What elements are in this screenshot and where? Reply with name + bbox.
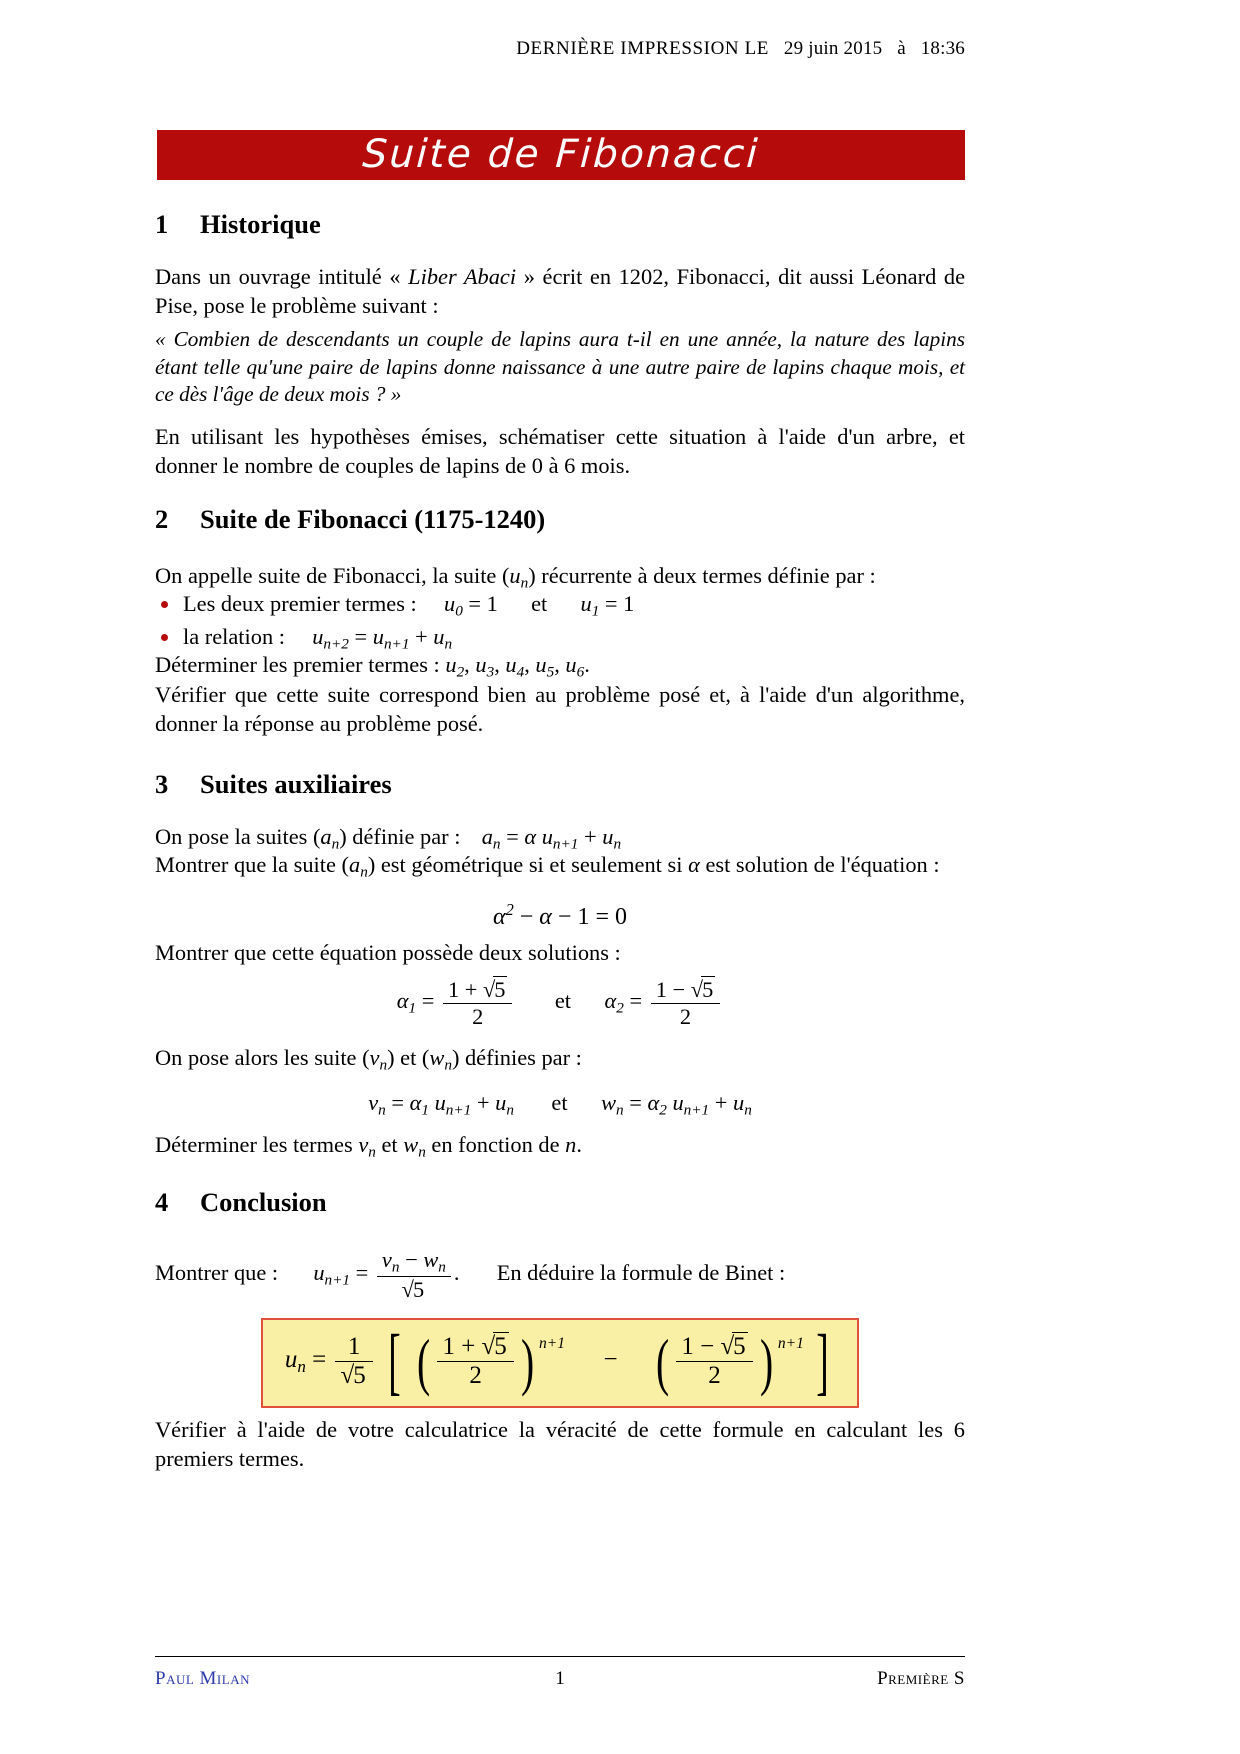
document-title: Suite de Fibonacci xyxy=(361,132,761,177)
s3-p2-part-a: Montrer que la suite ( xyxy=(155,852,349,877)
list-item xyxy=(155,589,965,622)
section-3-title: Suites auxiliaires xyxy=(200,769,392,799)
book-title: Liber Abaci xyxy=(408,264,517,289)
section-2-number: 2 xyxy=(155,504,169,534)
section-3-paragraph-4 xyxy=(155,1043,965,1075)
s4-p2: Vérifier à l'aide de votre calculatrice la véracité de cette formule en calculant les 6 premiers termes. xyxy=(155,1417,965,1472)
term-v-n: $v_n$ xyxy=(358,1132,376,1161)
fibonacci-rabbit-problem-quote: « Combien de descendants un couple de lapins aura t-il en une année, la nature des lapins étant telle qu'une paire de lapins donne naissance à une autre paire de lapins chaque mois, et ce dès l'âge de deux mois ? » xyxy=(155,327,965,407)
section-1-paragraph-1 xyxy=(155,262,965,320)
s3-roots-et: et xyxy=(554,988,572,1014)
section-3-paragraph-2 xyxy=(155,850,965,882)
equation-u1: $u_1 = 1$ xyxy=(580,591,635,620)
footer-author: Paul Milan xyxy=(155,1668,250,1689)
s2-p1-part-b: ) récurrente à deux termes définie par : xyxy=(528,563,876,588)
equation-alpha-2: $\alpha_2$ = $\frac{1 - √5}{2}$ xyxy=(605,988,724,1013)
footer-page-number: 1 xyxy=(555,1668,565,1689)
section-1-quote xyxy=(155,326,965,409)
s3-p1-part-b: ) définie par : xyxy=(339,824,461,849)
s2-bullet-1-et: et xyxy=(531,591,548,616)
section-3-equation-quadratic xyxy=(155,900,965,931)
section-4 xyxy=(155,1188,965,1217)
equation-v-n: $v_n = \alpha_1$ $u_{n+1} + u_n$ xyxy=(368,1090,514,1119)
equation-u0: $u_0 = 1$ xyxy=(444,591,498,620)
s1-p1-part-a: Dans un ouvrage intitulé « xyxy=(155,264,401,289)
s2-p2-label: Déterminer les premier termes : xyxy=(155,652,440,677)
section-3 xyxy=(155,770,965,799)
s1-p1-part-b: » écrit en 1202, Fibonacci, dit aussi Léonard de Pise, pose le problème suivant : xyxy=(155,264,966,319)
s3-p1-part-a: On pose la suites ( xyxy=(155,824,321,849)
s1-p3: En utilisant les hypothèses émises, schématiser cette situation à l'aide d'un arbre, et donner le nombre de couples de lapins de 0 à 6 mois. xyxy=(155,424,965,479)
running-head-date: 29 juin 2015 xyxy=(783,38,883,59)
section-4-number: 4 xyxy=(155,1187,169,1217)
sequence-v-n: $v_n$ xyxy=(369,1045,388,1074)
running-head-label: DERNIÈRE IMPRESSION LE xyxy=(516,38,770,59)
section-1 xyxy=(155,210,965,239)
footer-class: Première S xyxy=(877,1668,965,1689)
section-2-title: Suite de Fibonacci (1175-1240) xyxy=(200,504,546,534)
terms-to-determine: $u_2$, $u_3$, $u_4$, $u_5$, $u_6$. xyxy=(445,652,590,681)
section-1-number: 1 xyxy=(155,209,169,239)
section-2 xyxy=(155,505,965,534)
s3-vw-et: et xyxy=(551,1090,568,1115)
s2-bullet-1-label: Les deux premier termes : xyxy=(183,591,417,616)
running-head-time: 18:36 xyxy=(920,38,965,59)
s3-p3: Montrer que cette équation possède deux solutions : xyxy=(155,940,621,965)
s2-p1-part-a: On appelle suite de Fibonacci, la suite ( xyxy=(155,563,510,588)
equation-an-definition: $a_n = \alpha$ $u_{n+1} + u_n$ xyxy=(481,824,622,853)
equation-un1-vn-wn: $u_{n+1}$ = $\frac{v_n - w_n}{√5}$ . xyxy=(313,1247,460,1303)
section-3-paragraph-3 xyxy=(155,938,965,967)
section-4-paragraph-1 xyxy=(155,1248,965,1302)
section-4-paragraph-2 xyxy=(155,1415,965,1473)
section-2-paragraph-2 xyxy=(155,650,965,682)
s3-p2-part-c: est solution de l'équation : xyxy=(705,852,940,877)
sequence-w-n: $w_n$ xyxy=(429,1045,452,1074)
variable-n: n xyxy=(565,1132,577,1157)
binet-formula-box xyxy=(261,1318,859,1408)
section-4-heading xyxy=(155,1188,965,1217)
section-2-bullet-list xyxy=(155,589,965,654)
term-w-n: $w_n$ xyxy=(403,1132,426,1161)
s3-p5-part-a: Déterminer les termes xyxy=(155,1132,353,1157)
s4-p1-part-a: Montrer que : xyxy=(155,1260,279,1286)
s3-p5-part-c: en fonction de xyxy=(431,1132,560,1157)
section-3-paragraph-5: Déterminer les termes $v_n$ et $w_n$ en fonction de n. xyxy=(155,1132,582,1161)
s2-p3: Vérifier que cette suite correspond bien au problème posé et, à l'aide d'un algorithme, donner la réponse au problème posé. xyxy=(155,682,965,737)
footer-rule xyxy=(155,1656,965,1657)
running-head-at: à xyxy=(897,38,906,59)
section-3-equation-vw xyxy=(155,1090,965,1119)
sequence-a-n: $a_n$ xyxy=(320,824,340,853)
sequence-u-n: $u_n$ xyxy=(509,563,529,592)
equation-alpha-quadratic: $\alpha^2 - \alpha - 1 = 0$ xyxy=(492,900,627,930)
section-2-heading xyxy=(155,505,965,534)
s3-p4-part-b: ) et ( xyxy=(387,1045,430,1070)
section-1-paragraph-3 xyxy=(155,422,965,480)
binet-formula: $u_n$ = $\frac{1}{√5}$ [ ( $\frac{1 + √5}{2}$ ) n+1 − ( $\frac{1 - √5}{2}$ ) n+1 ] xyxy=(284,1319,829,1403)
equation-alpha-1: $\alpha_1$ = $\frac{1 + √5}{2}$ xyxy=(397,988,521,1013)
running-head xyxy=(155,38,965,60)
recurrence-relation: $u_{n+2} = u_{n+1} + u_n$ xyxy=(312,623,453,652)
s2-bullet-2-label: la relation : xyxy=(183,623,285,649)
section-1-title: Historique xyxy=(200,209,321,239)
s3-p5-part-b: et xyxy=(381,1132,398,1157)
equation-w-n: $w_n = \alpha_2$ $u_{n+1} + u_n$ xyxy=(601,1090,752,1119)
section-3-heading xyxy=(155,770,965,799)
title-banner xyxy=(157,130,965,180)
s3-p4-part-a: On pose alors les suite ( xyxy=(155,1045,370,1070)
s3-p4-part-c: ) définies par : xyxy=(451,1045,582,1070)
sequence-a-n-ref: $a_n$ xyxy=(349,852,368,881)
section-1-heading xyxy=(155,210,965,239)
s3-p2-part-b: ) est géométrique si et seulement si xyxy=(367,852,683,877)
s4-p1-part-b: En déduire la formule de Binet : xyxy=(496,1260,786,1286)
section-3-number: 3 xyxy=(155,769,169,799)
alpha-symbol: α xyxy=(688,852,700,877)
section-4-title: Conclusion xyxy=(200,1187,327,1217)
section-2-paragraph-3 xyxy=(155,680,965,738)
section-4-boxed-formula-wrap xyxy=(155,1318,965,1408)
section-3-equation-roots xyxy=(155,978,965,1028)
